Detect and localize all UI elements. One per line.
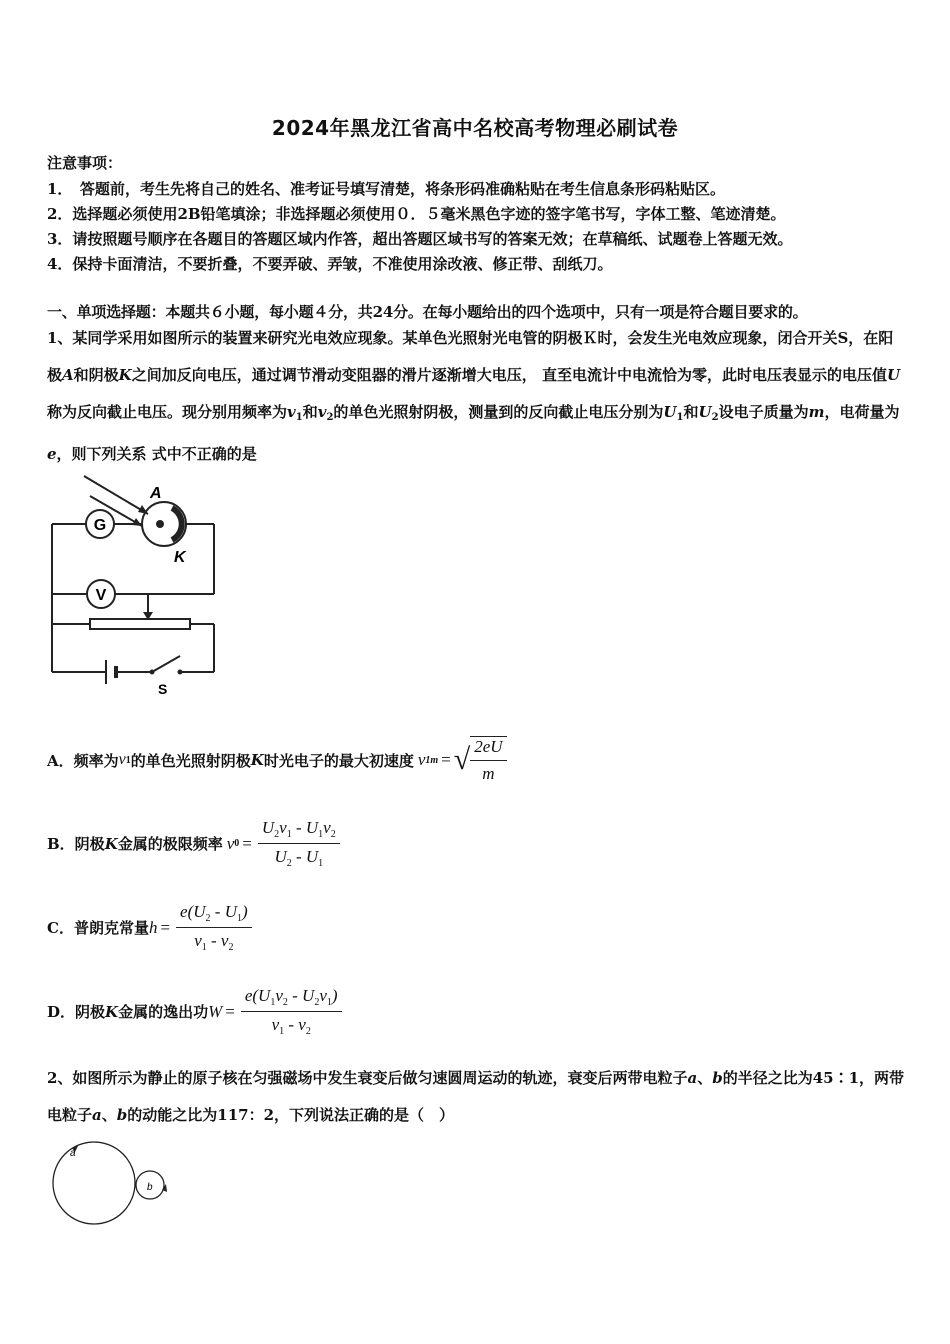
photoelectric-circuit-diagram — [44, 470, 224, 700]
track-b-label: b — [147, 1182, 153, 1193]
notice-item-3: 3．请按照题号顺序在各题目的答题区域内作答，超出答题区域书写的答案无效；在草稿纸、试题卷上答题无效。 — [47, 230, 793, 248]
switch-label: S — [158, 681, 168, 697]
cathode-label: K — [174, 549, 186, 566]
decay-tracks-diagram — [48, 1138, 178, 1228]
voltmeter-label: V — [95, 587, 107, 604]
page-title: 2024年黑龙江省高中名校高考物理必刷试卷 — [271, 116, 679, 140]
notice-item-4: 4．保持卡面清洁，不要折叠，不要弄破、弄皱，不准使用涂改液、修正带、刮纸刀。 — [47, 255, 613, 273]
notice-heading: 注意事项： — [47, 154, 123, 172]
galvanometer-label: G — [93, 517, 107, 534]
option-a: A．频率为 v 1 的单色光照射阴极 K 时光电子的最大初速度 v 1m = √ $\frac{2eU}{m}$ — [47, 736, 510, 784]
option-b: B．阴极 K 金属的极限频率 v 0 = $\frac{U_2v_1 - U_1v_2}{U_2 - U_1}$ — [47, 818, 343, 869]
question-2-stem: 2、如图所示为静止的原子核在匀强磁场中发生衰变后做匀速圆周运动的轨迹，衰变后两带电粒子a、b的半径之比为45∶1，两带电粒子a、b的动能之比为117：2，下列说法正确的是（ ） — [47, 1069, 905, 1124]
option-d: D．阴极 K 金属的逸出功 W = $\frac{e(U_1v_2 - U_2v_1)}{v_1 - v_2}$ — [47, 986, 345, 1037]
track-a-label: a — [70, 1148, 76, 1159]
section-heading: 一、单项选择题：本题共６小题，每小题４分，共24分。在每小题给出的四个选项中，只有一项是符合题目要求的。 — [47, 303, 808, 321]
anode-label: A — [150, 485, 162, 502]
option-c: C．普朗克常量 h = $\frac{e(U_2 - U_1)}{v_1 - v_2}$ — [47, 902, 255, 953]
question-1-stem: 1、某同学采用如图所示的装置来研究光电效应现象。某单色光照射光电管的阴极Ｋ时，会发生光电效应现象，闭合开关S，在阳极A和阴极K之间加反向电压，通过调节滑动变阻器的滑片逐渐增大电压， 直至电流计中电流恰为零，此时电压表显示的电压值U称为反向截止电压。现分别用频率为$v_1$和$v_2$的单色光照射阴极，测量到的反向截止电压分别为$U_1$和$U_2$设电子质量为m，电荷量为e，则下列关系 式中不正确的是 — [47, 329, 901, 463]
notice-item-1: 1． 答题前，考生先将自己的姓名、准考证号填写清楚，将条形码准确粘贴在考生信息条形码粘贴区。 — [47, 180, 725, 198]
notice-item-2: 2．选择题必须使用2B铅笔填涂；非选择题必须使用０．５毫米黑色字迹的签字笔书写，字体工整、笔迹清楚。 — [47, 205, 786, 223]
